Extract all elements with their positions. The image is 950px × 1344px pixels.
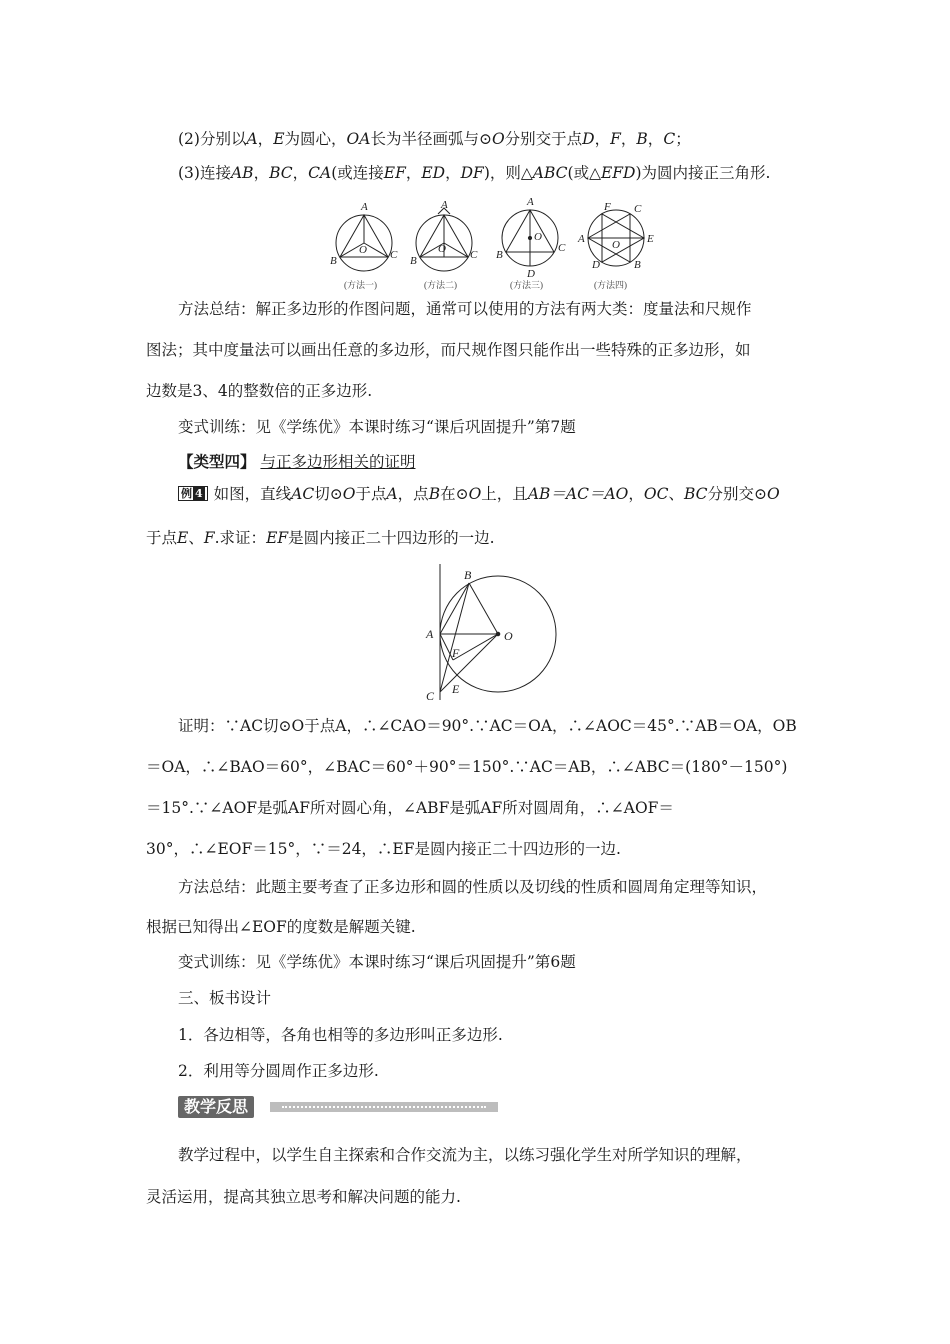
text: C [663,130,676,148]
label: C [634,203,642,215]
label: O [534,231,542,243]
label: C [558,242,566,254]
text: (或连接 [331,164,384,182]
text: 长为半径画弧与⊙ [370,130,492,148]
label: B [464,568,472,582]
caption: (方法一) [344,280,377,290]
text: 4 [195,487,203,500]
text: ， [405,164,422,182]
label: F [452,646,460,660]
label: D [527,268,535,280]
board-item-1: 1．各边相等，各角也相等的多边形叫正多边形. [178,1026,503,1044]
text: EF [266,529,289,547]
practice-reference-2: 变式训练：见《学练优》本课时练习“课后巩固提升”第6题 [178,953,576,971]
text: )为圆内接正三角形. [635,164,771,182]
text: 、 [668,485,684,503]
banner-decoration [270,1102,498,1112]
type-tag: 【类型四】 [178,452,256,471]
method-summary-line-1: 方法总结：解正多边形的作图问题，通常可以使用的方法有两大类：度量法和尺规作 [178,300,752,318]
text: 分别交⊙ [707,485,768,503]
text: CA [308,164,332,182]
method-1-diagram [330,201,398,290]
text: E [273,130,285,148]
label: B [410,255,417,267]
method-summary-2-line-1: 方法总结：此题主要考查了正多边形和圆的性质以及切线的性质和圆周角定理等知识， [178,878,768,896]
text: O [767,485,780,503]
text: )，则△ [483,164,533,182]
text: DF [460,164,484,182]
label: A [527,196,534,208]
board-design-title: 三、板书设计 [178,989,272,1007]
text: (或△ [567,164,601,182]
text: 为圆心， [284,130,347,148]
text: AC [291,485,315,503]
text: 上，且 [481,485,528,503]
tangent-circle-figure [420,560,570,708]
text: EF [383,164,406,182]
caption: (方法三) [510,280,543,290]
text: ， [445,164,461,182]
label: A [361,201,368,213]
text: B [428,485,441,503]
example-4-line-1 [178,483,780,505]
method-summary-line-2: 图法；其中度量法可以画出任意的多边形，而尺规作图只能作出一些特殊的正多边形，如 [146,341,751,359]
step-3-text [178,162,770,184]
method-3-diagram [496,196,566,290]
text: (2)分别以 [178,130,247,148]
type-title: 与正多边形相关的证明 [260,453,416,471]
label: O [612,239,620,251]
text: AB [230,164,254,182]
type-4-heading [178,451,415,473]
text: AB＝AC＝AO [527,485,629,503]
text: F [610,130,621,148]
practice-reference-1: 变式训练：见《学练优》本课时练习“课后巩固提升”第7题 [178,418,576,436]
label: O [438,243,446,255]
text: 切⊙ [314,485,343,503]
label: E [647,233,654,245]
text: 例 [181,487,192,500]
method-4-diagram [577,201,654,290]
text: ， [628,485,644,503]
banner-title: 教学反思 [178,1096,254,1118]
text: 如图，直线 [213,485,292,503]
construction-methods-figure [328,196,668,292]
text: ； [675,130,691,148]
text: .求证： [214,529,267,547]
text: A [246,130,258,148]
text: B [636,130,648,148]
text: 是圆内接正二十四边形的一边. [288,529,495,547]
example-4-line-2 [146,527,495,549]
label: B [496,249,503,261]
text: O [468,485,482,503]
label: O [504,629,513,643]
label: F [604,201,611,213]
method-summary-line-3: 边数是3、4的整数倍的正多边形. [146,382,373,400]
label: A [441,199,448,211]
text: ， [253,164,270,182]
label: B [330,255,337,267]
caption: (方法二) [424,280,457,290]
label: C [426,689,435,703]
reflection-line-2: 灵活运用，提高其独立思考和解决问题的能力. [146,1188,461,1206]
label: A [426,627,434,641]
label: O [359,244,367,256]
label: D [592,259,600,271]
method-summary-2-line-2: 根据已知得出∠EOF的度数是解题关键. [146,918,416,936]
text: 在⊙ [440,485,469,503]
proof-line-1: 证明：∵AC切⊙O于点A，∴∠CAO＝90°.∵AC＝OA，∴∠AOC＝45°.∵AB＝OA，OB [178,717,797,735]
label: A [578,233,585,245]
text: ，点 [397,485,429,503]
label: C [470,249,478,261]
step-2-text [178,128,691,150]
method-2-diagram [410,199,478,290]
text: O [342,485,356,503]
reflection-line-1: 教学过程中，以学生自主探索和合作交流为主，以练习强化学生对所学知识的理解， [178,1146,752,1164]
text: ABC [532,164,568,182]
label: B [634,259,641,271]
text: ， [594,130,611,148]
text: BC [683,485,708,503]
text: F [203,529,215,547]
text: A [386,485,398,503]
text: D [582,130,595,148]
board-item-2: 2．利用等分圆周作正多边形. [178,1062,379,1080]
label: C [390,249,398,261]
text: EFD [600,164,636,182]
proof-line-2: ＝OA，∴∠BAO＝60°，∠BAC＝60°＋90°＝150°.∵AC＝AB，∴∠ABC＝(180°－150°) [146,758,788,776]
example-badge [178,486,208,501]
caption: (方法四) [594,280,627,290]
text: 于点 [146,529,178,547]
text: 、 [188,529,204,547]
text: 于点 [355,485,387,503]
text: OC [643,485,669,503]
text: ， [292,164,309,182]
proof-line-4: 30°，∴∠EOF＝15°，∵＝24，∴EF是圆内接正二十四边形的一边. [146,840,621,858]
text: ， [620,130,637,148]
label: E [452,682,460,696]
text: ， [647,130,664,148]
text: (3)连接 [178,164,231,182]
text: ， [257,130,274,148]
text: 分别交于点 [504,130,583,148]
text: OA [346,130,371,148]
teaching-reflection-banner [178,1096,498,1118]
text: O [491,130,505,148]
text: BC [269,164,293,182]
text: ED [421,164,446,182]
text: E [177,529,189,547]
proof-line-3: ＝15°.∵∠AOF是弧AF所对圆心角，∠ABF是弧AF所对圆周角，∴∠AOF＝ [146,799,674,817]
